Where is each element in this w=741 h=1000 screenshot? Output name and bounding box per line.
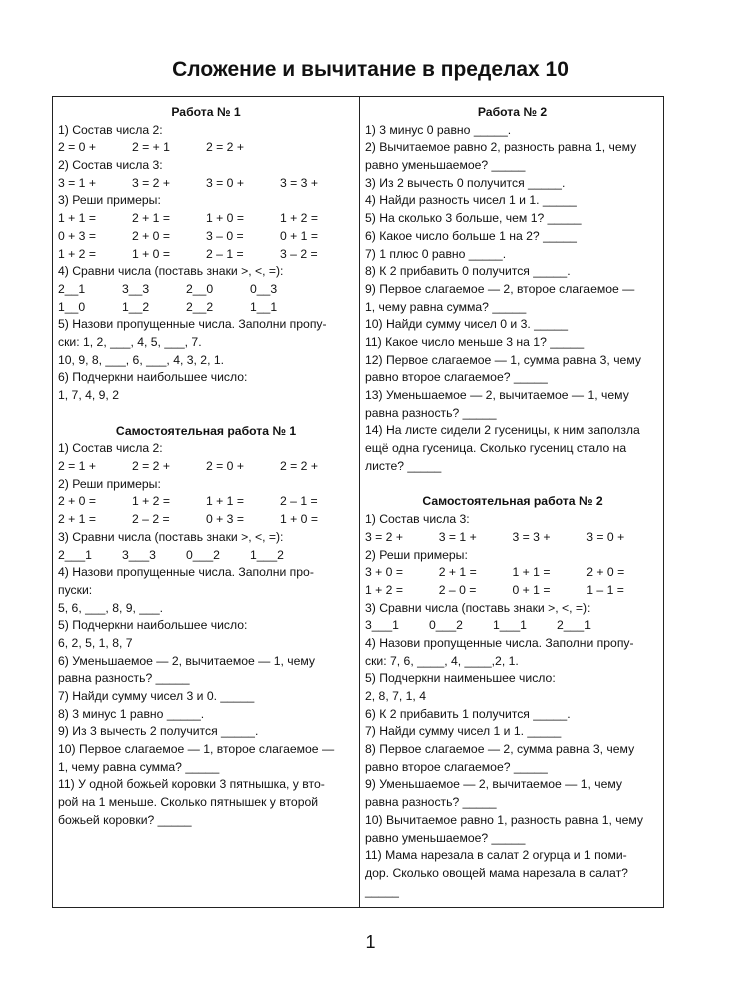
task-line: равно второе слагаемое? _____ (365, 759, 548, 774)
task-line: 1) 3 минус 0 равно _____. (365, 122, 512, 137)
compare: 2___1 (58, 547, 92, 562)
task-line: 4) Назови пропущенные числа. Заполни пропу- (365, 635, 634, 650)
task-line: _____ (365, 883, 399, 898)
task-line: 9) Уменьшаемое — 2, вычитаемое — 1, чему (365, 777, 623, 792)
task-line: равна разность? _____ (365, 405, 497, 420)
compare: 1___2 (250, 547, 284, 562)
task-row (58, 493, 354, 511)
expr: 3 = 1 + (438, 529, 477, 544)
task-row (58, 547, 354, 565)
task-line: 9) Из 3 вычесть 2 получится _____. (58, 724, 259, 739)
task-line: равна разность? _____ (365, 795, 497, 810)
task-line: равно второе слагаемое? _____ (365, 370, 548, 385)
work2-tasks (365, 122, 660, 476)
task-line: пуски: (58, 582, 93, 597)
task-line: 10) Вычитаемое равно 1, разность равна 1, чему (365, 812, 643, 827)
expr: 1 + 1 = (206, 494, 244, 509)
expr: 0 + 3 = (206, 512, 244, 527)
compare: 0___2 (186, 547, 220, 562)
compare: 0___2 (429, 618, 463, 633)
task-line: 1, 7, 4, 9, 2 (58, 388, 119, 402)
task-row (365, 564, 660, 582)
expr: 2 + 0 = (586, 565, 625, 580)
task-line: божьей коровки? _____ (58, 812, 192, 827)
task-line: 6) Подчеркни наибольшее число: (58, 370, 248, 385)
work2-heading: Работа № 2 (477, 105, 548, 119)
expr: 1 + 1 = (58, 211, 96, 226)
task-line: 2) Вычитаемое равно 2, разность равна 1, чему (365, 140, 637, 155)
expr: 1 + 2 = (132, 494, 170, 509)
expr: 2 + 1 = (58, 512, 96, 527)
task-line: равна разность? _____ (58, 671, 190, 686)
expr: 1 + 2 = (58, 246, 96, 261)
task-line: 10) Первое слагаемое — 1, второе слагаемое — (58, 742, 335, 757)
task-line: 10, 9, 8, ___, 6, ___, 4, 3, 2, 1. (58, 352, 225, 367)
expr: 0 + 1 = (512, 582, 551, 597)
compare: 1__1 (250, 299, 278, 314)
expr: 2 – 2 = (132, 512, 170, 527)
expr: 1 + 2 = (365, 582, 403, 597)
expr: 2 + 0 = (132, 228, 170, 243)
task-line: 6, 2, 5, 1, 8, 7 (58, 635, 133, 650)
left-column (58, 104, 354, 830)
task-row (58, 175, 354, 193)
work1-heading: Работа № 1 (171, 105, 241, 119)
compare: 2__2 (186, 299, 214, 314)
compare: 2__1 (58, 281, 86, 296)
expr: 0 + 3 = (58, 228, 96, 243)
task-row (58, 281, 354, 299)
task-line: 6) Уменьшаемое — 2, вычитаемое — 1, чему (58, 653, 316, 668)
expr: 1 – 1 = (586, 582, 624, 597)
page-title: Сложение и вычитание в пределах 10 (172, 58, 569, 81)
task-line: 5) Подчеркни наименьшее число: (365, 671, 556, 686)
task-line: 3) Сравни числа (поставь знаки >, <, =): (365, 600, 591, 615)
task-line: 8) К 2 прибавить 0 получится _____. (365, 264, 571, 279)
task-line: 4) Сравни числа (поставь знаки >, <, =): (58, 264, 284, 279)
task-line: 4) Найди разность чисел 1 и 1. _____ (365, 193, 577, 208)
expr: 2 + 0 = (58, 494, 96, 509)
task-line: дор. Сколько овощей мама нарезала в салат? (365, 865, 628, 880)
task-line: 3) Сравни числа (поставь знаки >, <, =): (58, 529, 284, 544)
expr: 3 = 2 + (365, 529, 403, 544)
expr: 2 = 0 + (58, 140, 96, 155)
task-line: 6) Какое число больше 1 на 2? _____ (365, 228, 577, 243)
expr: 2 = 2 + (132, 459, 170, 474)
task-line: 2, 8, 7, 1, 4 (365, 689, 426, 703)
compare: 0__3 (250, 281, 278, 296)
compare: 2__0 (186, 281, 214, 296)
task-line: 8) Первое слагаемое — 2, сумма равна 3, чему (365, 742, 635, 757)
task-row (365, 582, 660, 600)
task-line: 5, 6, ___, 8, 9, ___. (58, 600, 164, 615)
compare: 3___3 (122, 547, 156, 562)
expr: 3 = 0 + (206, 175, 244, 190)
expr: 2 = 0 + (206, 459, 244, 474)
page-number: 1 (365, 932, 376, 952)
expr: 3 = 2 + (132, 175, 170, 190)
column-divider (359, 96, 360, 908)
task-line: ски: 7, 6, ____, 4, ____,2, 1. (365, 653, 519, 668)
expr: 2 + 1 = (438, 565, 477, 580)
task-row (58, 210, 354, 228)
task-line: 7) 1 плюс 0 равно _____. (365, 246, 507, 261)
compare: 2___1 (557, 618, 591, 633)
task-row (58, 139, 354, 157)
expr: 3 + 0 = (365, 565, 403, 580)
sr2-heading: Самостоятельная работа № 2 (422, 494, 603, 509)
expr: 2 + 1 = (132, 211, 170, 226)
task-line: 3) Реши примеры: (58, 193, 161, 208)
task-line: 1) Состав числа 3: (365, 512, 470, 527)
task-line: 1) Состав числа 2: (58, 122, 163, 137)
compare: 3___1 (365, 618, 399, 633)
task-line: 11) Какое число меньше 3 на 1? _____ (365, 334, 585, 349)
expr: 1 + 2 = (280, 211, 318, 226)
expr: 3 – 0 = (206, 228, 244, 243)
task-row (365, 617, 660, 635)
task-line: 5) На сколько 3 больше, чем 1? _____ (365, 211, 582, 226)
task-line: 11) У одной божьей коровки 3 пятнышка, у вто- (58, 777, 325, 792)
compare: 3__3 (122, 281, 150, 296)
expr: 2 – 1 = (280, 494, 318, 509)
compare: 1___1 (493, 618, 527, 633)
task-row (58, 299, 354, 317)
task-line: 5) Назови пропущенные числа. Заполни пропу- (58, 317, 327, 332)
expr: 2 = 2 + (206, 140, 244, 155)
task-line: 10) Найди сумму чисел 0 и 3. _____ (365, 317, 569, 332)
expr: 2 = 1 + (58, 459, 96, 474)
task-row (365, 529, 660, 547)
expr: 2 – 0 = (438, 582, 477, 597)
task-line: 1, чему равна сумма? _____ (58, 759, 220, 774)
right-column (365, 104, 660, 900)
task-row (58, 458, 354, 476)
expr: 3 – 2 = (280, 246, 318, 261)
task-line: 1, чему равна сумма? _____ (365, 299, 527, 314)
task-line: 14) На листе сидели 2 гусеницы, к ним заползла (365, 423, 640, 438)
task-line: 3) Из 2 вычесть 0 получится _____. (365, 175, 566, 190)
task-line: листе? _____ (365, 458, 442, 473)
task-line: ски: 1, 2, ___, 4, 5, ___, 7. (58, 334, 202, 349)
compare: 1__2 (122, 299, 150, 314)
expr: 3 = 1 + (58, 175, 96, 190)
task-line: 2) Реши примеры: (58, 476, 161, 491)
task-line: 13) Уменьшаемое — 2, вычитаемое — 1, чему (365, 388, 629, 402)
expr: 1 + 1 = (512, 565, 551, 580)
expr: 1 + 0 = (280, 512, 318, 527)
task-line: 12) Первое слагаемое — 1, сумма равна 3, чему (365, 352, 641, 367)
task-line: рой на 1 меньше. Сколько пятнышек у второй (58, 795, 319, 810)
task-line: 9) Первое слагаемое — 2, второе слагаемое — (365, 281, 635, 296)
task-line: равно уменьшаемое? _____ (365, 158, 526, 173)
task-line: 8) 3 минус 1 равно _____. (58, 706, 205, 721)
task-line: 2) Реши примеры: (365, 547, 468, 562)
expr: 3 = 3 + (280, 175, 318, 190)
expr: 1 + 0 = (206, 211, 244, 226)
expr: 0 + 1 = (280, 228, 318, 243)
task-row (58, 228, 354, 246)
sr1-heading: Самостоятельная работа № 1 (115, 423, 297, 438)
expr: 2 = 2 + (280, 459, 318, 474)
expr: 2 = + 1 (132, 140, 170, 155)
expr: 3 = 3 + (512, 529, 551, 544)
task-line: 2) Состав числа 3: (58, 158, 163, 173)
task-row (58, 246, 354, 264)
task-line: 5) Подчеркни наибольшее число: (58, 618, 248, 633)
expr: 2 – 1 = (206, 246, 244, 261)
task-line: 7) Найди сумму чисел 1 и 1. _____ (365, 724, 562, 739)
task-line: 7) Найди сумму чисел 3 и 0. _____ (58, 689, 255, 703)
expr: 1 + 0 = (132, 246, 170, 261)
task-line: равно уменьшаемое? _____ (365, 830, 526, 845)
task-line: 6) К 2 прибавить 1 получится _____. (365, 706, 571, 721)
task-row (58, 511, 354, 529)
task-line: ещё одна гусеница. Сколько гусениц стало на (365, 441, 627, 456)
task-line: 4) Назови пропущенные числа. Заполни про- (58, 565, 314, 580)
expr: 3 = 0 + (586, 529, 625, 544)
task-line: 11) Мама нарезала в салат 2 огурца и 1 поми- (365, 848, 627, 863)
task-line: 1) Состав числа 2: (58, 441, 163, 456)
compare: 1__0 (58, 299, 86, 314)
